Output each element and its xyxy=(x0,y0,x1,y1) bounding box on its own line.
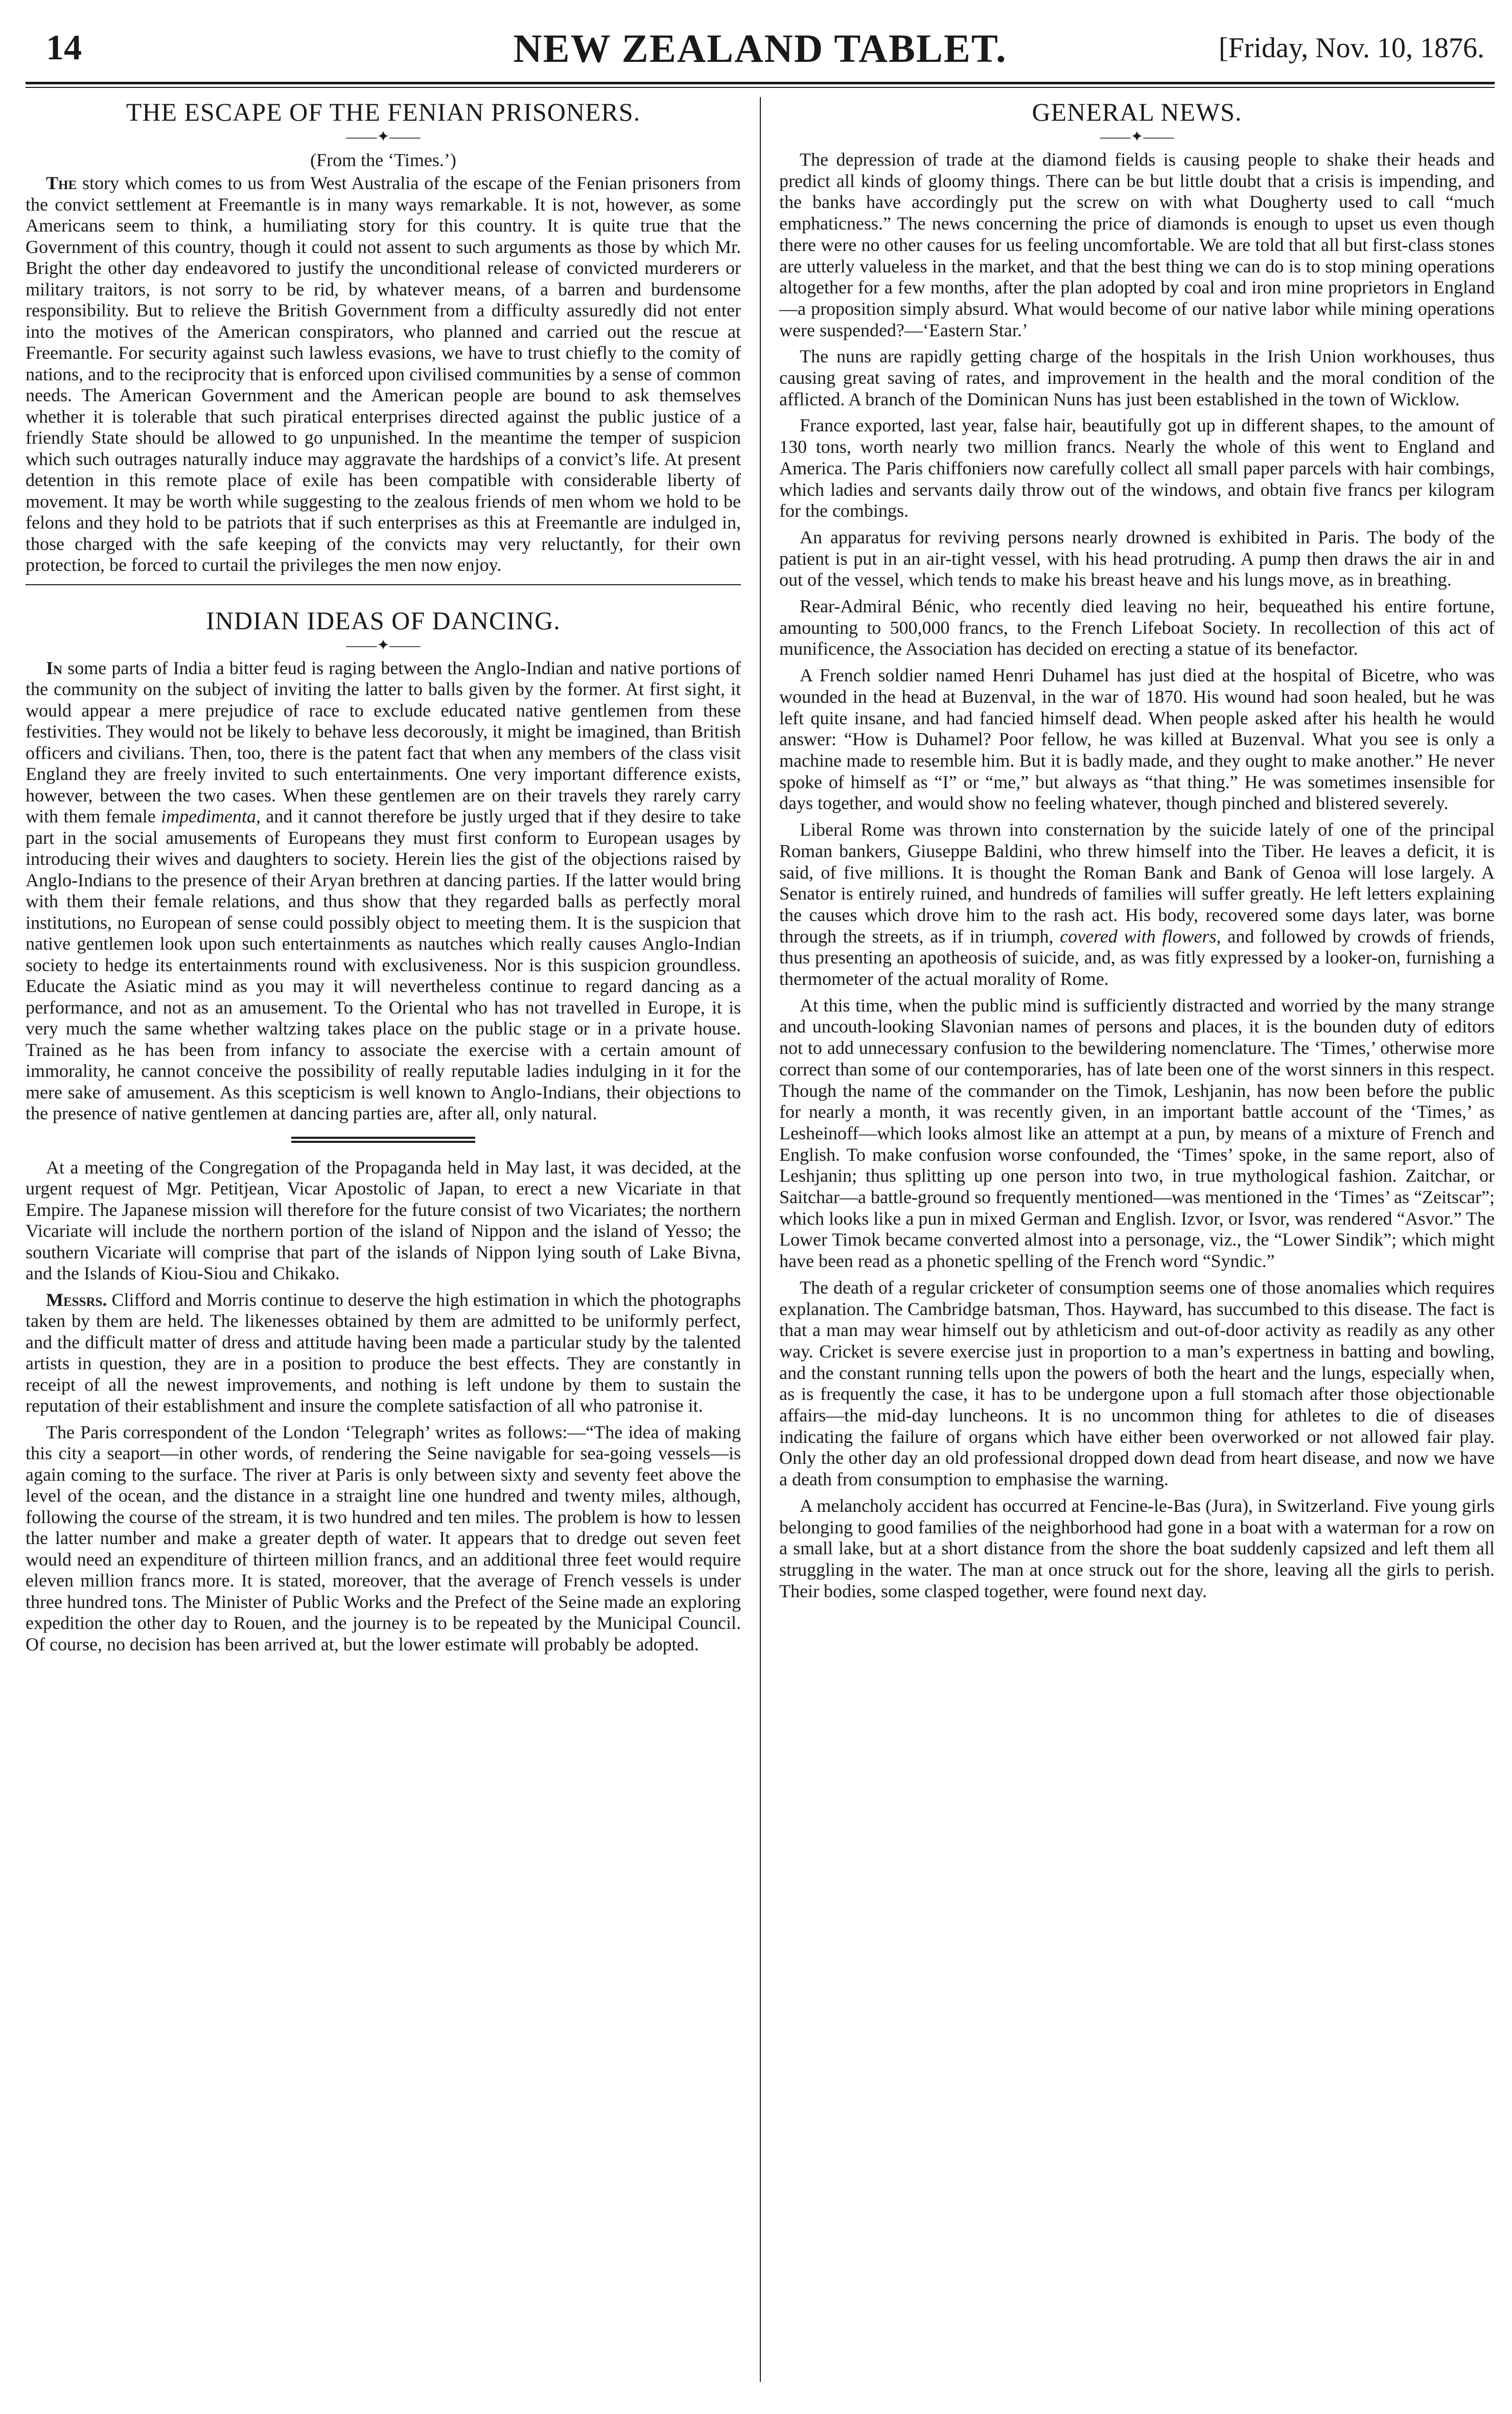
article-paragraph: At this time, when the public mind is sufficiently distracted and worried by the many strange and uncouth-looking Slavonian names of persons and places, it is the bounden duty of editors not to add unnecessary confusion to the bewildering nomenclature. The ‘Times,’ otherwise more correct than some of our contemporaries, has of late been one of the worst sinners in this respect. Though the name of the commander on the Timok, Leshjanin, has now been before the public for nearly a month, it was recently given, in an important battle account of the ‘Times,’ as Lesheinoff—which looks almost like an attempt at a pun, by means of a mixture of French and English. To make confusion worse confounded, the ‘Times’ spoke, in the same report, also of Leshjanin; thus splitting up one person into two, in true mythological fashion. Zaitchar, or Saitchar—a battle-ground so frequently mentioned—was mentioned in the ‘Times’ as “Zeitscar”; which looks like a pun in mixed German and English. Izvor, or Isvor, was rendered “Asvor.” The Lower Timok became converted almost into a personage, viz., the “Lower Sindik”; which might have been read as a phonetic spelling of the French word “Syndic.” xyxy=(779,995,1495,1272)
article-paragraph: Rear-Admiral Bénic, who recently died leaving no heir, bequeathed his entire fortune, amounting to 500,000 francs, to the French Lifeboat Society. In recollection of this act of munificence, the Association has decided on erecting a statue of its benefactor. xyxy=(779,596,1495,659)
article-heading-escape: THE ESCAPE OF THE FENIAN PRISONERS. xyxy=(126,98,641,126)
paragraph-text: Liberal Rome was thrown into consternation by the suicide lately of one of the principal Roman bankers, Giuseppe Baldini, who threw himself into the Tiber. He leaves a deficit, it is said, of five millions. It is thought the Roman Bank and Bank of Genoa will lose largely. A Senator is entirely ruined, and hundreds of families will suffer greatly. He left letters explaining the causes which drove him to the rash act. His body, recovered some days later, was borne through the streets, as if in triumph, xyxy=(779,819,1495,947)
article-heading-dancing: INDIAN IDEAS OF DANCING. xyxy=(206,606,561,635)
italic-text: covered with flowers, xyxy=(1060,926,1221,947)
article-paragraph: A melancholy accident has occurred at Fencine-le-Bas (Jura), in Switzerland. Five young girls belonging to good families of the neighborhood had gone in a boat with a waterman for a row on a small lake, but at a short distance from the shore the boat suddenly capsized and left them all struggling in the water. The man at once struck out for the shore, leaving all the girls to perish. Their bodies, some clasped together, were found next day. xyxy=(779,1495,1495,1601)
paragraph-text: and followed by crowds of friends, thus presenting an apotheosis of suicide, and, as was fitly expressed by a looker-on, furnishing a thermometer of the actual morality of Rome. xyxy=(779,926,1495,990)
masthead-rule xyxy=(26,82,1495,84)
article-paragraph xyxy=(779,819,1495,990)
lead-word: In xyxy=(46,657,63,678)
article-paragraph: The depression of trade at the diamond fields is causing people to shake their heads and predict all kinds of gloomy things. There can be but little doubt that a crisis is impending, and the banks have accordingly put the screw on with what Dougherty used to call “much emphaticness.” The news concerning the price of diamonds is enough to upset us even though there were no other causes for us feeling uncomfortable. We are told that all but first-class stones are utterly valueless in the market, and that the best thing we can do is to stop mining operations altogether for a few months, after the plan adopted by coal and iron mine proprietors in England—a proposition simply absurd. What would become of our native labor while mining operations were suspended?—‘Eastern Star.’ xyxy=(779,149,1495,340)
article-paragraph xyxy=(26,173,741,576)
article-paragraph: France exported, last year, false hair, beautifully got up in different shapes, to the amount of 130 tons, worth nearly two million francs. Nearly the whole of this went to England and America. The Paris chiffoniers now carefully collect all small paper parcels with hair combings, which ladies and servants daily throw out of the windows, and obtain five francs per kilogram for the combings. xyxy=(779,415,1495,521)
article-source: (From the ‘Times.’) xyxy=(310,150,456,170)
section-rule xyxy=(26,584,741,596)
masthead xyxy=(26,20,1495,82)
paragraph-text: some parts of India a bitter feud is raging between the Anglo-Indian and native portions of the community on the subject of inviting the latter to balls given by the former. At first sight, it would appear a mere prejudice of race to exclude educated native gentlemen from these festivities. They would not be likely to behave less decorously, it might be imagined, than British officers and civilians. Then, too, there is the patent fact that when any members of the class visit England they are freely invited to such entertainments. One very important difference exists, however, between the two cases. When these gentlemen are on their travels they rarely carry with them female xyxy=(26,657,741,826)
left-column xyxy=(26,97,741,1660)
article-paragraph: The Paris correspondent of the London ‘Telegraph’ writes as follows:—“The idea of making this city a seaport—in other words, of rendering the Seine navigable for sea-going vessels—is again coming to the surface. The river at Paris is only between sixty and seventy feet above the level of the ocean, and the distance in a straight line one hundred and twenty miles, although, following the course of the stream, it is two hundred and ten miles. The problem is how to lessen the latter number and make a greater depth of water. It appears that to dredge out seven feet would need an expenditure of thirteen million francs, and an additional three feet would require eleven million francs more. It is stated, moreover, that the average of French vessels is under three hundred tons. The Minister of Public Works and the Prefect of the Seine made an exploring expedition the other day to Rouen, and the journey is to be repeated by the Municipal Council. Of course, no decision has been arrived at, but the lower estimate will probably be adopted. xyxy=(26,1421,741,1654)
page-number: 14 xyxy=(46,28,82,67)
newspaper-title: NEW ZEALAND TABLET. xyxy=(513,26,1007,71)
article-paragraph xyxy=(26,658,741,1124)
ornament-divider: ——✦—— xyxy=(346,636,421,654)
issue-date: [Friday, Nov. 10, 1876. xyxy=(1218,32,1484,64)
paragraph-text: Clifford and Morris continue to deserve the high estimation in which the photographs taken by them are held. The likenesses obtained by them are admitted to be uniformly perfect, and the difficult matter of dress and attitude having been made a particular study by the talented artists in question, they are in a position to produce the best effects. They are constantly in receipt of all the newest improvements, and nothing is left undone by them to sustain the reputation of their establishment and insure the complete satisfaction of all who patronise it. xyxy=(26,1289,741,1416)
article-heading-general-news: GENERAL NEWS. xyxy=(1032,98,1242,126)
italic-text: impedimenta, xyxy=(161,806,261,826)
article-paragraph: An apparatus for reviving persons nearly drowned is exhibited in Paris. The body of the patient is put in an air-tight vessel, with his head protruding. A pump then draws the air in and out of the vessel, which tends to make his breast heave and his lungs move, as in breathing. xyxy=(779,526,1495,590)
newspaper-page xyxy=(26,20,1495,2392)
ornament-divider: ——✦—— xyxy=(346,128,421,145)
double-rule-separator xyxy=(291,1137,475,1143)
article-paragraph: The death of a regular cricketer of consumption seems one of those anomalies which requires explanation. The Cambridge batsman, Thos. Hayward, has succumbed to this disease. The fact is that a man may wear himself out by athleticism and out-of-door activity as readily as any other way. Cricket is severe exercise just in proportion to a man’s expertness in batting and bowling, and the constant running tells upon the powers of both the heart and the lungs, especially when, as is frequently the case, it has to be undergone upon a full stomach after those objectionable affairs—the mid-day luncheons. It is no uncommon thing for athletes to die of diseases indicating the failure of organs which have either been overworked or not allowed fair play. Only the other day an old professional dropped down dead from heart disease, and now we have a death from consumption to emphasise the warning. xyxy=(779,1277,1495,1490)
lead-word: Messrs. xyxy=(46,1289,107,1310)
masthead-rule-thin xyxy=(26,87,1495,88)
article-paragraph: At a meeting of the Congregation of the Propaganda held in May last, it was decided, at the urgent request of Mgr. Petitjean, Vicar Apostolic of Japan, to erect a new Vicariate in that Empire. The Japanese mission will therefore for the future consist of two Vicariates; the northern Vicariate will include the northern portion of the island of Nippon and the island of Yesso; the southern Vicariate will comprise that part of the islands of Nippon lying south of Lake Bivna, and the Islands of Kiou-Siou and Chikako. xyxy=(26,1157,741,1283)
article-paragraph xyxy=(26,1290,741,1417)
paragraph-text: and it cannot therefore be justly urged that if they desire to take part in the social amusements of Europeans they must first conform to European usages by introducing their wives and daughters to society. Herein lies the gist of the objections raised by Anglo-Indians to the presence of their Aryan brethren at dancing parties. If the latter would bring with them their female relations, and thus show that they regarded balls as perfectly moral institutions, no European of sense could possibly object to meeting them. It is the suspicion that native gentlemen look upon such entertainments as nautches which really causes Anglo-Indian society to hedge its entertainments round with exclusiveness. Nor is this suspicion groundless. Educate the Asiatic mind as you may it will nevertheless continue to regard dancing as a performance, and not as an amusement. To the Oriental who has not travelled in Europe, it is very much the same whether waltzing takes place on the public stage or in a private house. Trained as he has been from infancy to associate the exercise with a certain amount of immorality, he cannot conceive the possibility of really reputable ladies indulging in it for the mere sake of amusement. As this scepticism is well known to Anglo-Indians, their objections to the presence of native gentlemen at dancing parties are, after all, only natural. xyxy=(26,806,741,1123)
ornament-divider: ——✦—— xyxy=(1100,128,1174,145)
article-paragraph: The nuns are rapidly getting charge of the hospitals in the Irish Union workhouses, thus causing great saving of rates, and improvement in the health and the moral condition of the afflicted. A branch of the Dominican Nuns has just been established in the town of Wicklow. xyxy=(779,346,1495,409)
lead-word: The xyxy=(46,173,77,193)
right-column xyxy=(779,97,1495,1607)
paragraph-text: story which comes to us from West Australia of the escape of the Fenian prisoners from the convict settlement at Freemantle is in many ways remarkable. It is not, however, as some Americans seem to think, a humiliating story for this country. It is quite true that the Government of this country, though it could not assent to such arguments as those by which Mr. Bright the other day endeavored to justify the unconditional release of convicted murderers or military traitors, is not sorry to be rid, by whatever means, of a barren and burdensome responsibility. But to relieve the British Government from a difficulty assuredly did not enter into the motives of the American conspirators, who planned and carried out the rescue at Freemantle. For security against such lawless evasions, we have to trust chiefly to the comity of nations, and to the reciprocity that is enforced upon civilised communities by a sense of common needs. The American Government and the American people are bound to ask themselves whether it is tolerable that such piratical enterprises directed against the public justice of a friendly State should be allowed to go unpunished. In the meantime the temper of suspicion which such outrages naturally induce may aggravate the hardships of a convict’s life. At present detention in this remote place of exile has been compatible with considerable liberty of movement. It may be worth while suggesting to the zealous friends of men whom we hold to be felons and they hold to be patriots that if such enterprises as this at Freemantle are indulged in, those charged with the safe keeping of the convicts may very reluctantly, for their own protection, be forced to curtail the privileges the men now enjoy. xyxy=(26,173,741,575)
column-divider xyxy=(760,97,761,2382)
article-paragraph: A French soldier named Henri Duhamel has just died at the hospital of Bicetre, who was wounded in the head at Buzenval, in the war of 1870. His wound had soon healed, but he was left quite insane, and had fancied himself dead. When people asked after his health he would answer: “How is Duhamel? Poor fellow, he was killed at Buzenval. What you see is only a machine made to resemble him. But it is badly made, and they ought to make another.” He never spoke of himself as “I” or “me,” but always as “that thing.” He was sometimes insensible for days together, and would show no feeling whatever, though pinched and blistered severely. xyxy=(779,665,1495,814)
